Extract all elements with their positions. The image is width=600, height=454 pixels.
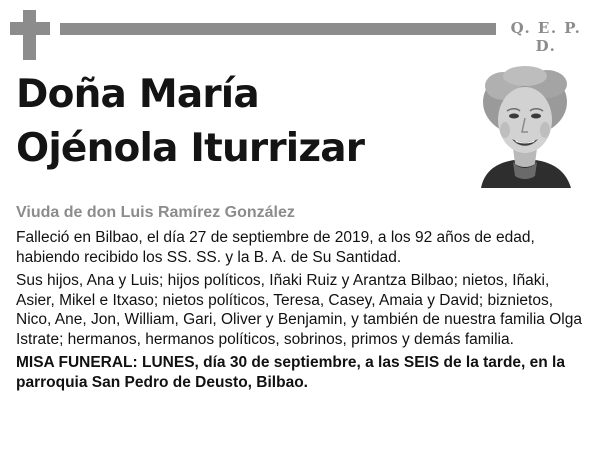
cross-icon-vertical-bar — [23, 10, 36, 60]
name-line-1: Doña María — [16, 72, 259, 117]
name-line-2: Ojénola Iturrizar — [16, 126, 365, 171]
death-paragraph: Falleció en Bilbao, el día 27 de septiembre de 2019, a los 92 años de edad, habiendo recibido los SS. SS. y la B. A. de Su Santidad. — [16, 229, 535, 266]
portrait-photo — [473, 64, 577, 188]
qepd-label: Q. E. P. D. — [510, 19, 582, 55]
header-rule — [60, 23, 496, 35]
cross-icon-horizontal-bar — [10, 22, 50, 35]
funeral-paragraph: MISA FUNERAL: LUNES, día 30 de septiembre, a las SEIS de la tarde, en la parroquia San Pedro de Deusto, Bilbao. — [16, 354, 565, 391]
obituary-text — [16, 203, 588, 392]
deceased-name — [16, 68, 446, 176]
widow-of-line: Viuda de don Luis Ramírez González — [16, 204, 295, 221]
family-paragraph: Sus hijos, Ana y Luis; hijos políticos, Iñaki Ruiz y Arantza Bilbao; nietos, Iñaki, Asier, Mikel e Itxaso; nietos políticos, Teresa, Casey, Amaia y David; biznietos, Nico, Ane, Jon, William, Gari, Oliver y Benjamin, y también de nuestra familia Olga Istrate; hermanos, hermanos políticos, sobrinos, primos y demás familia. — [16, 272, 582, 348]
